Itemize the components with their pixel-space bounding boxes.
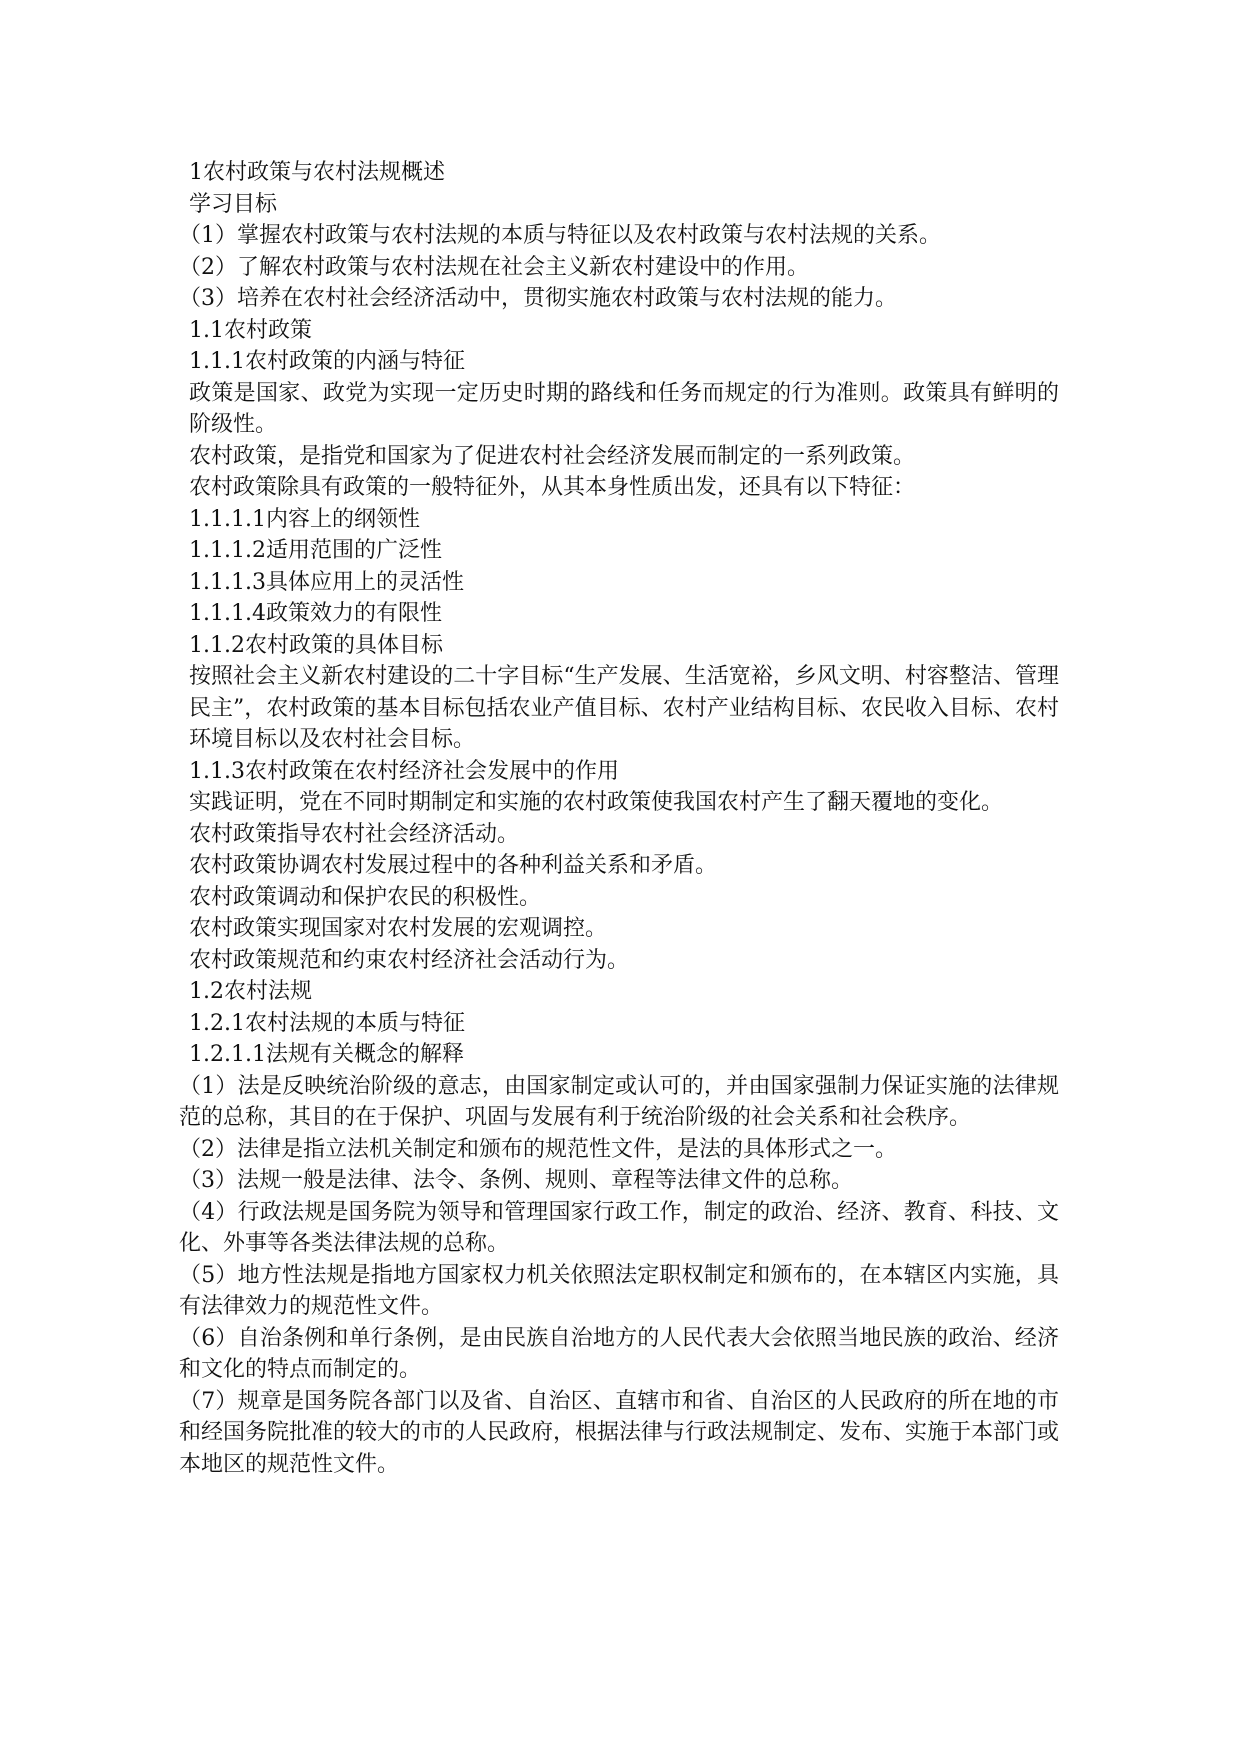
paragraph: 按照社会主义新农村建设的二十字目标“生产发展、生活宽裕，乡风文明、村容整洁、管理民主”，农村政策的基本目标包括农业产值目标、农村产业结构目标、农民收入目标、农村环境目标以及农村社会目标。 bbox=[189, 664, 1059, 752]
paragraph: 农村政策协调农村发展过程中的各种利益关系和矛盾。 bbox=[189, 853, 718, 878]
paragraph: （7）规章是国务院各部门以及省、自治区、直辖市和省、自治区的人民政府的所在地的市和经国务院批准的较大的市的人民政府，根据法律与行政法规制定、发布、实施于本部门或本地区的规范性文件。 bbox=[179, 1388, 1060, 1477]
paragraph: （6）自治条例和单行条例，是由民族自治地方的人民代表大会依照当地民族的政治、经济和文化的特点而制定的。 bbox=[179, 1325, 1059, 1382]
paragraph: （1）法是反映统治阶级的意志，由国家制定或认可的，并由国家强制力保证实施的法律规范的总称，其目的在于保护、巩固与发展有利于统治阶级的社会关系和社会秩序。 bbox=[179, 1073, 1059, 1130]
section-heading: 1.1.1.3具体应用上的灵活性 bbox=[189, 569, 464, 595]
paragraph: （3）培养在农村社会经济活动中，贯彻实施农村政策与农村法规的能力。 bbox=[179, 286, 897, 311]
paragraph: 农村政策调动和保护农民的积极性。 bbox=[189, 884, 542, 910]
section-heading: 1.2农村法规 bbox=[189, 979, 312, 1004]
section-heading: 1.1农村政策 bbox=[189, 317, 312, 343]
paragraph: 农村政策，是指党和国家为了促进农村社会经济发展而制定的一系列政策。 bbox=[189, 443, 916, 469]
section-heading: 1.1.2农村政策的具体目标 bbox=[189, 632, 443, 658]
document-title: 1农村政策与农村法规概述 bbox=[189, 160, 445, 185]
section-heading: 1.2.1.1法规有关概念的解释 bbox=[189, 1042, 464, 1067]
section-heading: 1.1.1.1内容上的纲领性 bbox=[189, 506, 420, 532]
section-heading: 1.2.1农村法规的本质与特征 bbox=[189, 1010, 465, 1036]
document-page bbox=[179, 157, 1060, 1480]
section-heading: 1.1.1.2适用范围的广泛性 bbox=[189, 538, 442, 563]
paragraph: （3）法规一般是法律、法令、条例、规则、章程等法律文件的总称。 bbox=[179, 1168, 853, 1193]
paragraph: 农村政策规范和约束农村经济社会活动行为。 bbox=[189, 947, 630, 973]
paragraph: （2）了解农村政策与农村法规在社会主义新农村建设中的作用。 bbox=[179, 254, 809, 280]
paragraph: 实践证明，党在不同时期制定和实施的农村政策使我国农村产生了翻天覆地的变化。 bbox=[189, 790, 1004, 815]
paragraph: 农村政策除具有政策的一般特征外，从其本身性质出发，还具有以下特征： bbox=[189, 475, 916, 500]
paragraph: 学习目标 bbox=[189, 191, 278, 217]
paragraph: （2）法律是指立法机关制定和颁布的规范性文件，是法的具体形式之一。 bbox=[179, 1136, 897, 1162]
paragraph: 农村政策指导农村社会经济活动。 bbox=[189, 821, 520, 847]
paragraph: 政策是国家、政党为实现一定历史时期的路线和任务而规定的行为准则。政策具有鲜明的阶级性。 bbox=[189, 380, 1059, 437]
section-heading: 1.1.3农村政策在农村经济社会发展中的作用 bbox=[189, 758, 619, 784]
section-heading: 1.1.1农村政策的内涵与特征 bbox=[189, 349, 465, 374]
paragraph: （1）掌握农村政策与农村法规的本质与特征以及农村政策与农村法规的关系。 bbox=[179, 223, 941, 248]
paragraph: （5）地方性法规是指地方国家权力机关依照法定职权制定和颁布的，在本辖区内实施，具有法律效力的规范性文件。 bbox=[179, 1262, 1059, 1319]
section-heading: 1.1.1.4政策效力的有限性 bbox=[189, 601, 442, 626]
paragraph: （4）行政法规是国务院为领导和管理国家行政工作，制定的政治、经济、教育、科技、文化、外事等各类法律法规的总称。 bbox=[179, 1199, 1059, 1256]
paragraph: 农村政策实现国家对农村发展的宏观调控。 bbox=[189, 916, 608, 941]
